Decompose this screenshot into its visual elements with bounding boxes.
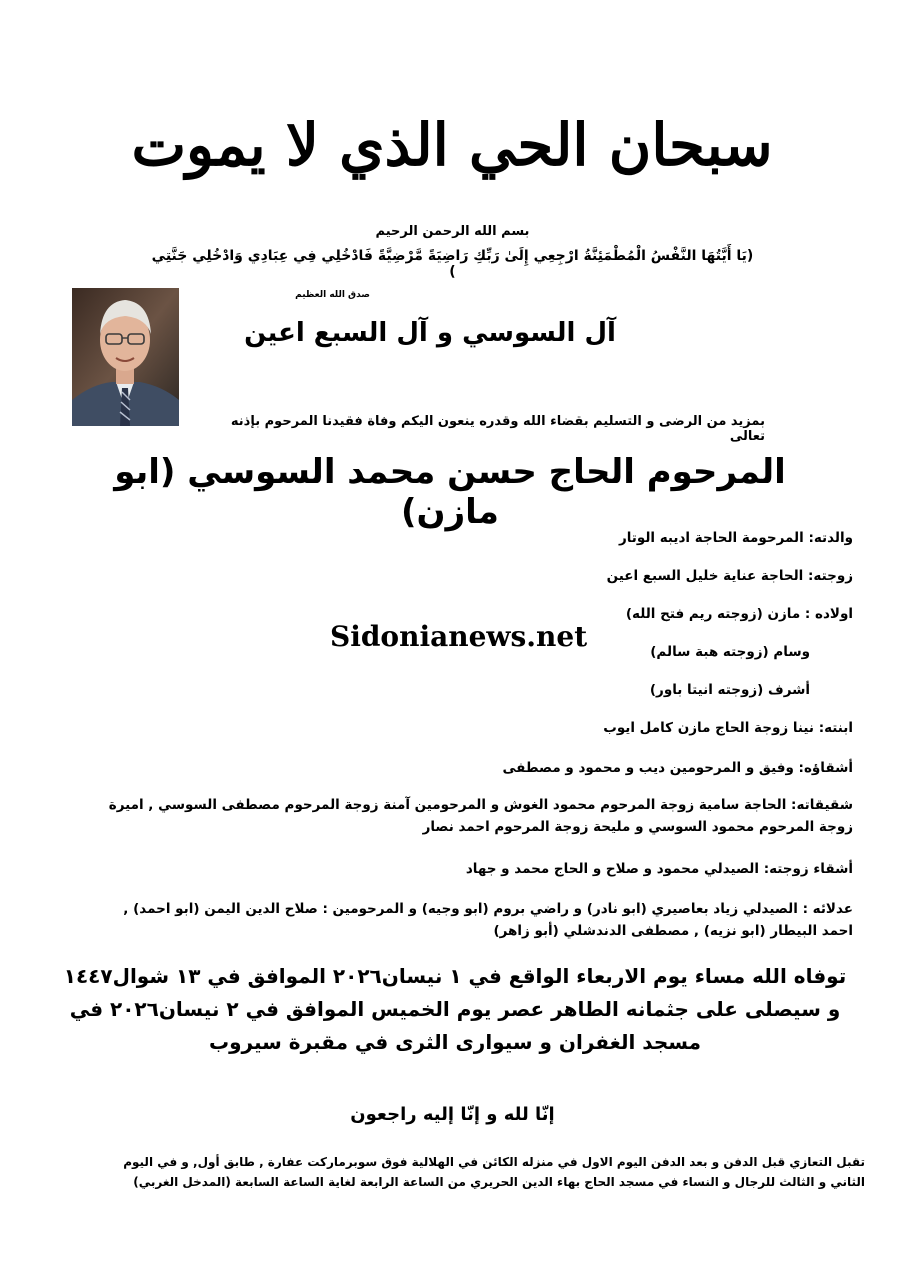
basmala: بسم الله الرحمن الرحيم bbox=[375, 224, 530, 239]
quran-verse: (يَا أَيَّتُهَا النَّفْسُ الْمُطْمَئِنَّةُ ارْجِعِي إِلَىٰ رَبِّكِ رَاضِيَةً مَّرْضِيَّةً فَادْخُلِي فِي عِبَادِي وَادْخُلِي جَنَّتِي ) bbox=[151, 248, 754, 280]
relative-pallbearers: عدلائه : الصيدلي زياد بعاصيري (ابو نادر) و راضي بروم (ابو وجيه) و المرحومين : صلاح الدين اليمن (ابو احمد) , احمد البيطار (ابو نزيه) , مصطفى الدندشلي (أبو زاهر) bbox=[123, 901, 853, 939]
condolences-info: تقبل التعازي قبل الدفن و بعد الدفن اليوم الاول في منزله الكائن في الهلالية فوق سوبرماركت عفارة , طابق أول, و في اليوم الثاني و الثالث للرجال و النساء في مسجد الحاج بهاء الدين الحريري من الساعة الرابعة لغاية الساعة السابعة (المدخل الغربي) bbox=[123, 1155, 865, 1189]
sadaqa-line: صدق الله العظيم bbox=[295, 290, 370, 300]
relative-sons: اولاده : مازن (زوجته ريم فتح الله) bbox=[625, 606, 853, 622]
announcement-intro: بمزيد من الرضى و التسليم بقضاء الله وقدره ينعون اليكم وفاة فقيدنا المرحوم بإذنه تعالى bbox=[230, 414, 765, 444]
portrait-photo bbox=[72, 288, 179, 426]
relative-sisters: شقيقاته: الحاجة سامية زوجة المرحوم محمود الغوش و المرحومين آمنة زوجة المرحوم مصطفى السوسي , اميرة زوجة المرحوم محمود السوسي و مليحة زوجة المرحوم احمد نصار bbox=[108, 797, 853, 835]
calligraphy-text: سبحان الحي الذي لا يموت bbox=[131, 111, 773, 179]
relative-in-laws: أشقاء زوجته: الصيدلي محمود و صلاح و الحاج محمد و جهاد bbox=[465, 861, 853, 877]
relative-son-wissam: وسام (زوجته هبة سالم) bbox=[650, 644, 810, 660]
relative-brothers: أشقاؤه: وفيق و المرحومين ديب و محمود و مصطفى bbox=[502, 760, 853, 776]
deceased-name: المرحوم الحاج حسن محمد السوسي (ابو مازن) bbox=[114, 452, 786, 532]
relative-son-ashraf: أشرف (زوجته انيتا باور) bbox=[649, 682, 810, 698]
relative-daughter: ابنته: نينا زوجة الحاج مازن كامل ايوب bbox=[603, 720, 853, 736]
family-names: آل السوسي و آل السبع اعين bbox=[244, 318, 616, 348]
watermark-site: Sidonianews.net bbox=[330, 620, 588, 653]
relative-mother: والدته: المرحومة الحاجة اديبه الوتار bbox=[618, 530, 853, 546]
relative-wife: زوجته: الحاجة عناية خليل السبع اعين bbox=[606, 568, 853, 584]
calligraphy-heading bbox=[120, 70, 785, 205]
inna-lillah: إنّا لله و إنّا إليه راجعون bbox=[350, 1104, 555, 1125]
funeral-announcement: توفاه الله مساء يوم الاربعاء الواقع في ١ نيسان٢٠٢٦ الموافق في ١٣ شوال١٤٤٧ و سيصلى على جثمانه الطاهر عصر يوم الخميس الموافق في ٢ نيسان٢٠٢٦ في مسجد الغفران و سيوارى الثرى في مقبرة سيروب bbox=[63, 964, 847, 1054]
